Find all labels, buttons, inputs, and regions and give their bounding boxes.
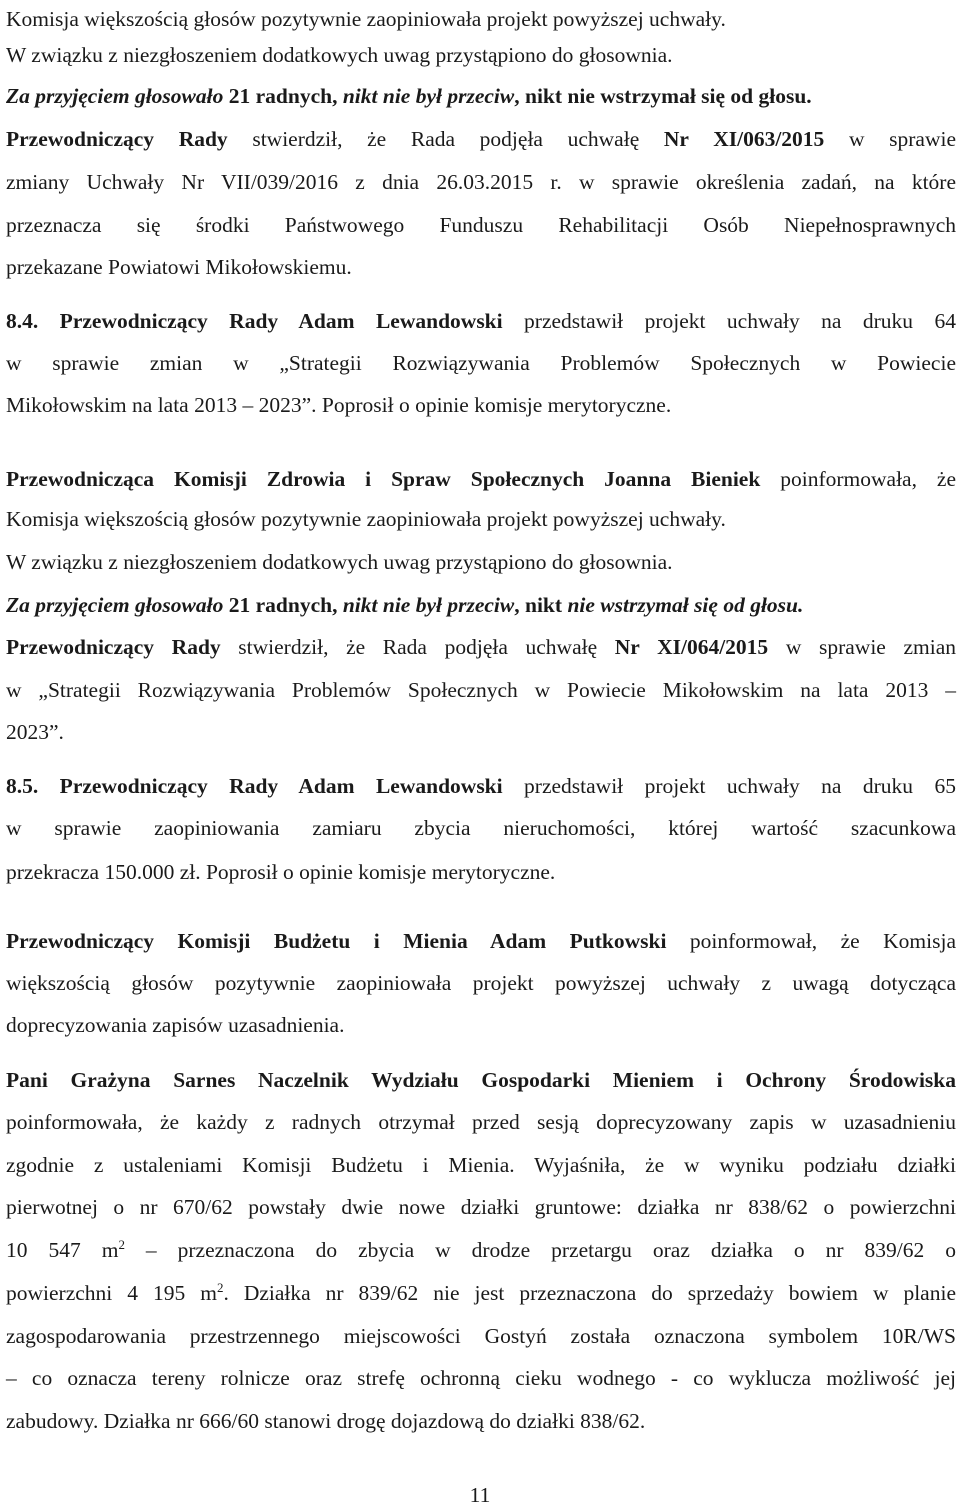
resolution-line: Przewodniczący Rady stwierdził, że Rada podjęła uchwałę Nr XI/064/2015 w sprawie zmian [6, 635, 956, 659]
text-line: przekazane Powiatowi Mikołowskiemu. [6, 255, 352, 279]
text-line: większością głosów pozytywnie zaopiniowała projekt powyższej uchwały z uwagą dotycząca [6, 971, 956, 995]
text-line: – co oznacza tereny rolnicze oraz strefę ochronną cieku wodnego - co wyklucza możliwość jej [6, 1366, 956, 1390]
text-line: zgodnie z ustaleniami Komisji Budżetu i Mienia. Wyjaśniła, że w wyniku podziału działki [6, 1153, 956, 1177]
text-line: w sprawie zaopiniowania zamiaru zbycia nieruchomości, której wartość szacunkowa [6, 816, 956, 840]
text-line: Mikołowskim na lata 2013 – 2023”. Poprosił o opinie komisje merytoryczne. [6, 393, 672, 417]
text-line: W związku z niezgłoszeniem dodatkowych uwag przystąpiono do głosownia. [6, 550, 673, 574]
text-line: pierwotnej o nr 670/62 powstały dwie nowe działki gruntowe: działka nr 838/62 o powierzchni [6, 1195, 956, 1219]
text-line: zabudowy. Działka nr 666/60 stanowi drogę dojazdową do działki 838/62. [6, 1409, 646, 1433]
voting-result-line: Za przyjęciem głosowało 21 radnych, nikt nie był przeciw, nikt nie wstrzymał się od głosu. [6, 84, 812, 108]
agenda-item-8-5: 8.5. Przewodniczący Rady Adam Lewandowski przedstawił projekt uchwały na druku 65 [6, 774, 956, 798]
text-line: w „Strategii Rozwiązywania Problemów Społecznych w Powiecie Mikołowskim na lata 2013 – [6, 678, 956, 702]
text-line: powierzchni 4 195 $m^2$. Działka nr 839/62 nie jest przeznaczona do sprzedaży bowiem w planie [6, 1279, 956, 1305]
text-line: 2023”. [6, 720, 64, 744]
agenda-item-8-4: 8.4. Przewodniczący Rady Adam Lewandowski przedstawił projekt uchwały na druku 64 [6, 309, 956, 333]
page-number: 11 [469, 1483, 491, 1507]
text-line: poinformowała, że każdy z radnych otrzymał przed sesją doprecyzowany zapis w uzasadnieniu [6, 1110, 956, 1134]
resolution-line: Przewodniczący Rady stwierdził, że Rada podjęła uchwałę Nr XI/063/2015 w sprawie [6, 127, 956, 151]
text-line: Komisja większością głosów pozytywnie zaopiniowała projekt powyższej uchwały. [6, 507, 726, 531]
text-line: przeznacza się środki Państwowego Funduszu Rehabilitacji Osób Niepełnosprawnych [6, 213, 956, 237]
voting-result-line: Za przyjęciem głosowało 21 radnych, nikt nie był przeciw, nikt nie wstrzymał się od głosu. [6, 593, 804, 617]
text-line: zmiany Uchwały Nr VII/039/2016 z dnia 26.03.2015 r. w sprawie określenia zadań, na które [6, 170, 956, 194]
text-line: W związku z niezgłoszeniem dodatkowych uwag przystąpiono do głosownia. [6, 43, 673, 67]
text-line: zagospodarowania przestrzennego miejscowości Gostyń została oznaczona symbolem 10R/WS [6, 1324, 956, 1348]
commission-opinion-line: Przewodnicząca Komisji Zdrowia i Spraw Społecznych Joanna Bieniek poinformowała, że [6, 467, 956, 491]
text-line: przekracza 150.000 zł. Poprosił o opinie komisje merytoryczne. [6, 860, 556, 884]
text-line: doprecyzowania zapisów uzasadnienia. [6, 1013, 345, 1037]
text-line: 10 547 $m^2$ – przeznaczona do zbycia w drodze przetargu oraz działka o nr 839/62 o [6, 1236, 956, 1262]
text-line: w sprawie zmian w „Strategii Rozwiązywania Problemów Społecznych w Powiecie [6, 351, 956, 375]
commission-opinion-line: Przewodniczący Komisji Budżetu i Mienia Adam Putkowski poinformował, że Komisja [6, 929, 956, 953]
speaker-line: Pani Grażyna Sarnes Naczelnik Wydziału Gospodarki Mieniem i Ochrony Środowiska [6, 1068, 956, 1092]
text-line: Komisja większością głosów pozytywnie zaopiniowała projekt powyższej uchwały. [6, 7, 726, 31]
